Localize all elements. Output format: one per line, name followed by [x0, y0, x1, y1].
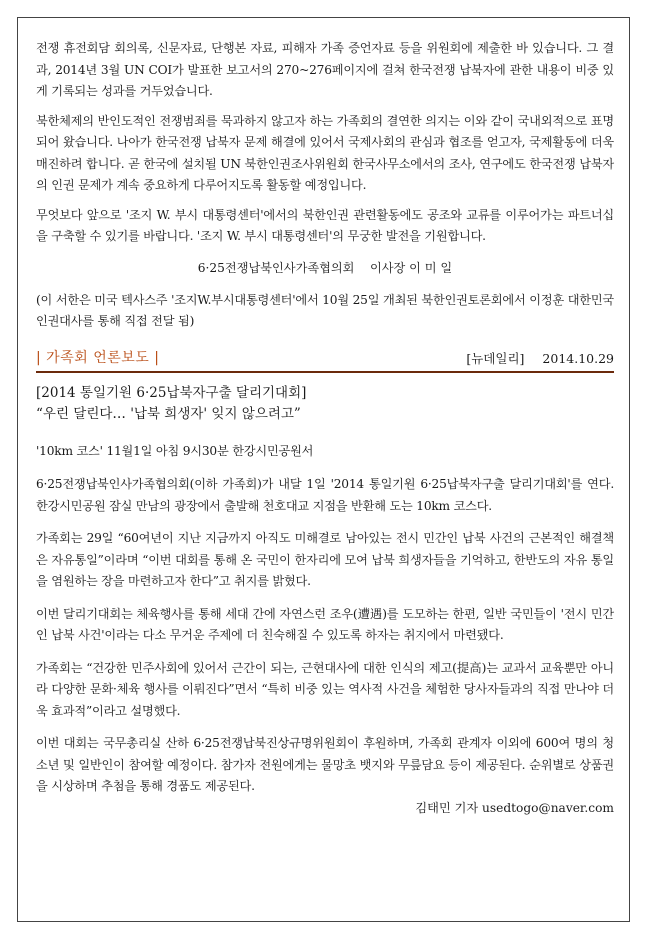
letter-note: (이 서한은 미국 텍사스주 '조지W.부시대통령센터'에서 10월 25일 개최된 북한인권토론회에서 이정훈 대한민국인권대사를 통해 직접 전달 됨) — [36, 292, 614, 328]
headline-line-2: “우린 달린다… '납북 희생자' 잊지 않으려고” — [36, 405, 301, 422]
letter-signature — [36, 258, 614, 278]
article-byline: 김태민 기자 usedtogo@naver.com — [415, 800, 614, 815]
article-paragraph-1: 6·25전쟁납북인사가족협의회(이하 가족회)가 내달 1일 '2014 통일기원 6·25납북자구출 달리기대회'를 연다. 한강시민공원 잠실 만남의 광장에서 출발해 천호대교 지점을 반환해 도는 10km 코스다. — [36, 477, 614, 513]
news-date: 2014.10.29 — [542, 350, 614, 366]
intro-paragraph-2: 북한체제의 반인도적인 전쟁범죄를 묵과하지 않고자 하는 가족회의 결연한 의지는 이와 같이 국내외적으로 표명되어 왔습니다. 나아가 한국전쟁 납북자 문제 해결에 있어서 국제사회의 관심과 협조를 얻고자, 국제활동에 더욱 매진하려 합니다. 곧 한국에 설치될 UN 북한인권조사위원회 한국사무소에서의 조사, 연구에도 한국전쟁 납북자의 인권 문제가 계속 중요하게 다루어지도록 활동할 예정입니다. — [36, 113, 614, 192]
intro-paragraph-1: 전쟁 휴전회담 회의록, 신문자료, 단행본 자료, 피해자 가족 증언자료 등을 위원회에 제출한 바 있습니다. 그 결과, 2014년 3월 UN COI가 발표한 보고서의 270~276페이지에 걸쳐 한국전쟁 납북자에 관한 내용이 비중 있게 기록되는 성과를 거두었습니다. — [36, 41, 614, 98]
signature-name: 이사장 이 미 일 — [369, 260, 453, 275]
article-paragraph-2: 가족회는 29일 “60여년이 지난 지금까지 아직도 미해결로 남아있는 전시 민간인 납북 사건의 근본적인 해결책은 자유통일”이라며 “이번 대회를 통해 온 국민이 한자리에 모여 납북 희생자들을 기억하고, 한반도의 자유 통일을 염원하는 장을 마련하고자 한다”고 취지를 밝혔다. — [36, 531, 614, 588]
document-body — [36, 38, 614, 818]
article-paragraph-3: 이번 달리기대회는 체육행사를 통해 세대 간에 자연스런 조우(遭遇)를 도모하는 한편, 일반 국민들이 '전시 민간인 납북 사건'이라는 다소 무거운 주제에 더 친숙해질 수 있도록 하자는 취지에서 마련됐다. — [36, 606, 614, 642]
article-paragraph-4: 가족회는 “건강한 민주사회에 있어서 근간이 되는, 근현대사에 대한 인식의 제고(提高)는 교과서 교육뿐만 아니라 다양한 문화·체육 행사를 이뤄진다”면서 “특히 비중 있는 역사적 사건을 체험한 당사자들과의 직접 만나야 더욱 효과적”이라고 설명했다. — [36, 660, 614, 718]
article-paragraph-5: 이번 대회는 국무총리실 산하 6·25전쟁납북진상규명위원회이 후원하며, 가족회 관계자 이외에 600여 명의 청소년 및 일반인이 참여할 예정이다. 참가자 전원에게는 물망초 뱃지와 무릎담요 등이 제공된다. 순위별로 상품권을 시상하며 추첨을 통해 경품도 제공된다. — [36, 736, 614, 793]
headline-line-1: [2014 통일기원 6·25납북자구출 달리기대회] — [36, 384, 307, 401]
news-source: [뉴데일리] — [466, 350, 525, 366]
section-header — [36, 347, 614, 373]
section-title: | 가족회 언론보도 | — [36, 349, 160, 366]
article-headline — [36, 383, 614, 425]
signature-org: 6·25전쟁납북인사가족협의회 — [197, 260, 355, 275]
section-source-date — [466, 349, 614, 367]
intro-paragraph-3: 무엇보다 앞으로 '조지 W. 부시 대통령센터'에서의 북한인권 관련활동에도 공조와 교류를 이루어가는 파트너십을 구축할 수 있기를 바랍니다. '조지 W. 부시 대통령센터'의 무궁한 발전을 기원합니다. — [36, 207, 614, 243]
article-subtitle: '10km 코스' 11월1일 아침 9시30분 한강시민공원서 — [36, 443, 314, 458]
